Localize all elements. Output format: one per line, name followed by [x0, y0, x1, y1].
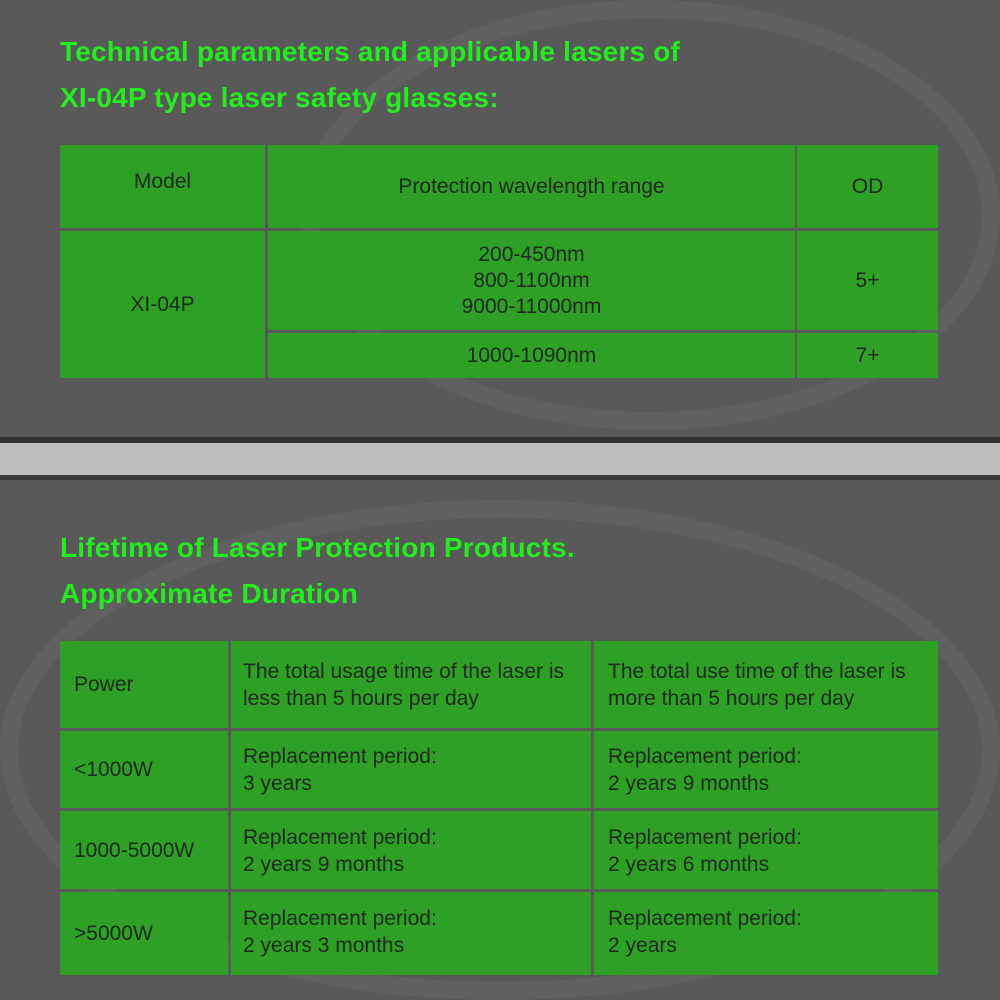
period-label: Replacement period:	[608, 826, 802, 849]
wavelength: 200-450nm	[478, 242, 585, 266]
period-value: 2 years 6 months	[608, 853, 770, 876]
section2-title: Approximate Duration	[60, 578, 359, 609]
header-more: The total use time of the laser is more than 5 hours per day	[594, 641, 938, 728]
divider	[0, 475, 1000, 480]
wavelength-cell: 1000-1090nm	[268, 333, 795, 378]
period-label: Replacement period:	[608, 907, 802, 930]
section1-title: Technical parameters and applicable lasers of	[60, 36, 681, 67]
header-wavelength: Protection wavelength range	[268, 145, 795, 228]
period-label: Replacement period:	[243, 745, 437, 768]
period-label: Replacement period:	[243, 826, 437, 849]
header-less: The total usage time of the laser is less than 5 hours per day	[231, 641, 591, 728]
divider-band	[0, 443, 1000, 475]
period-label: Replacement period:	[608, 745, 802, 768]
header-od: OD	[797, 145, 938, 228]
section1-title: XI-04P type laser safety glasses:	[60, 82, 499, 113]
od-cell: 5+	[797, 231, 938, 330]
power-cell: <1000W	[60, 731, 228, 808]
period-value: 2 years 3 months	[243, 934, 405, 957]
power-cell: 1000-5000W	[60, 811, 228, 889]
wavelength-cell	[268, 231, 795, 330]
header-power: Power	[60, 641, 228, 728]
od-cell: 7+	[797, 333, 938, 378]
period-value: 2 years 9 months	[608, 772, 770, 795]
header-model: Model	[60, 145, 265, 228]
period-value: 2 years 9 months	[243, 853, 405, 876]
model-cell: XI-04P	[60, 231, 265, 378]
period-cell	[594, 892, 938, 975]
period-value: 2 years	[608, 934, 677, 957]
section2-title: Lifetime of Laser Protection Products.	[60, 532, 575, 563]
period-cell	[231, 811, 591, 889]
period-cell	[231, 892, 591, 975]
power-cell: >5000W	[60, 892, 228, 975]
period-value: 3 years	[243, 772, 312, 795]
period-cell	[231, 731, 591, 808]
period-cell	[594, 811, 938, 889]
wavelength: 9000-11000nm	[461, 294, 602, 318]
period-label: Replacement period:	[243, 907, 437, 930]
period-cell	[594, 731, 938, 808]
wavelength: 800-1100nm	[473, 268, 590, 292]
